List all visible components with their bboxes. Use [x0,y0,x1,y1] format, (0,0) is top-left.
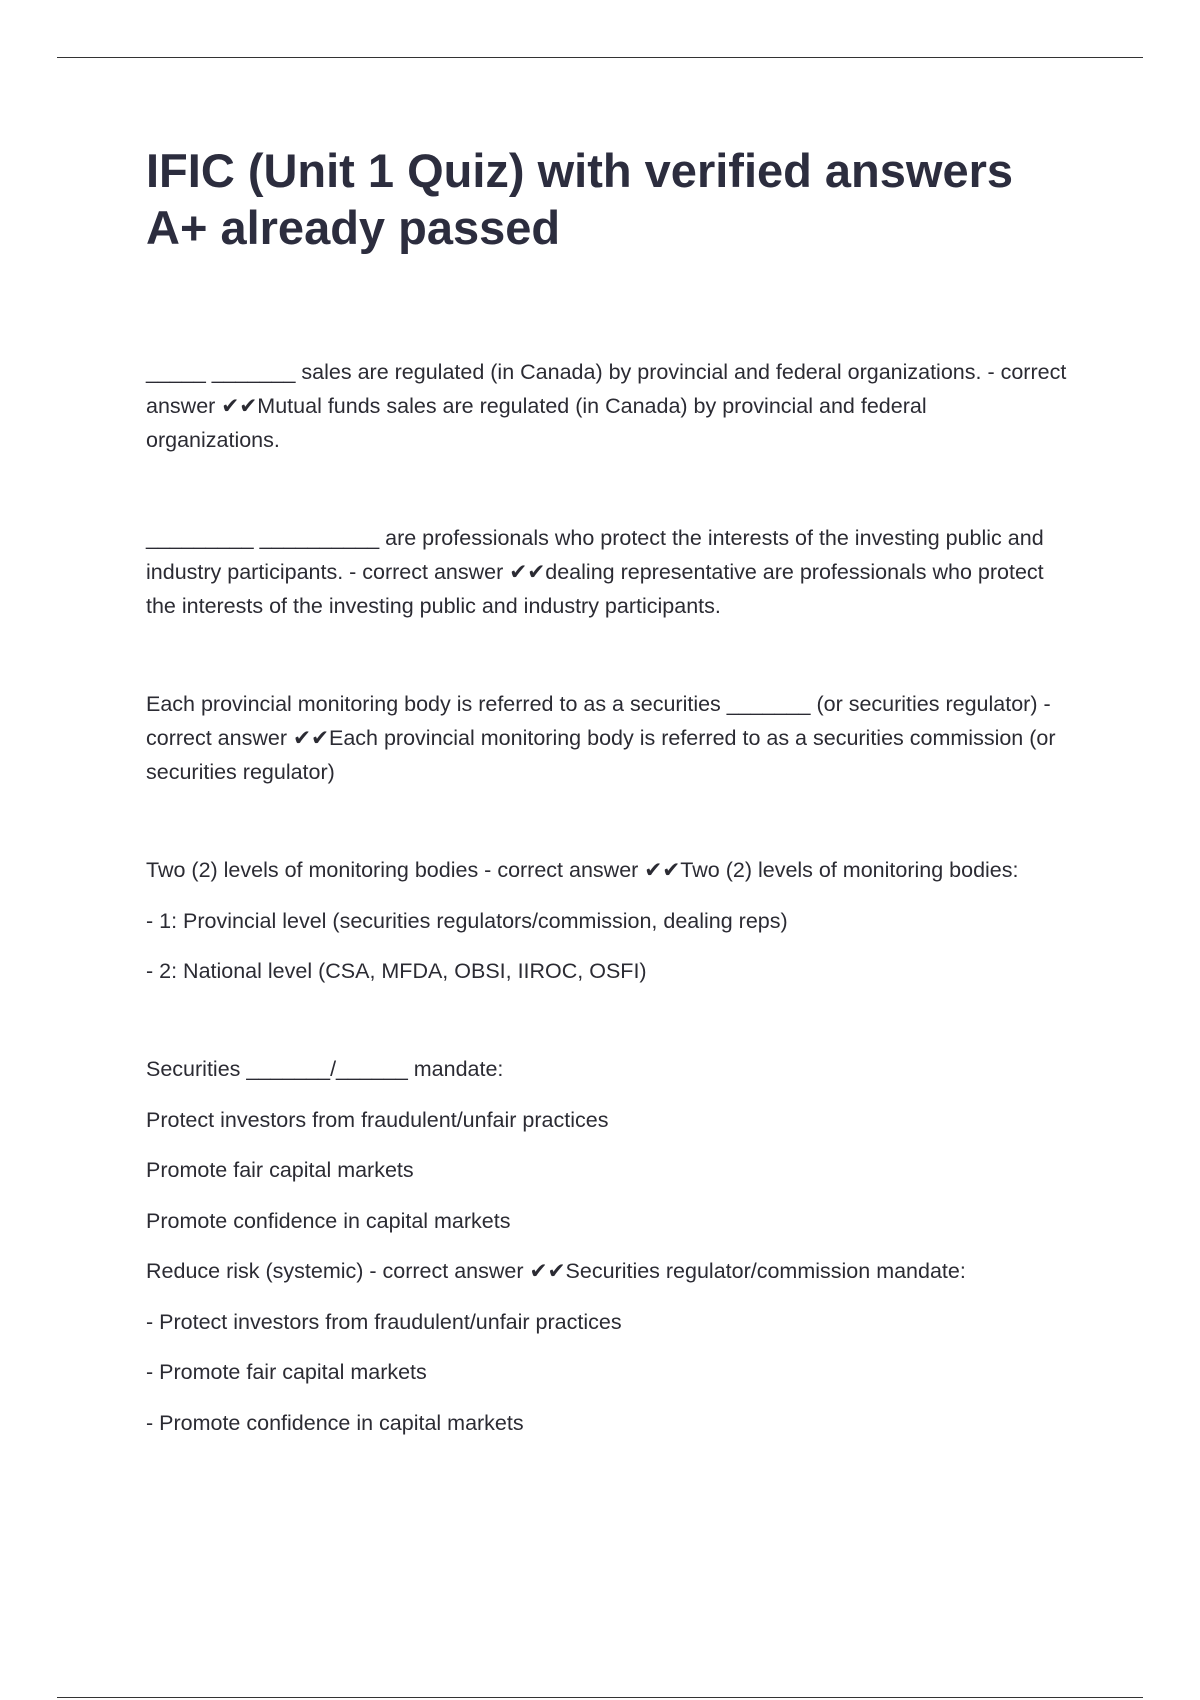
list-item: - Protect investors from fraudulent/unfair practices [146,1309,622,1334]
list-item: Promote fair capital markets [146,1158,414,1182]
text-line: _________ __________ are professionals who protect the interests of the investing public and [146,526,1044,550]
list-item: - 2: National level (CSA, MFDA, OBSI, IIROC, OSFI) [146,959,647,983]
text-line: industry participants. - correct answer ✔✔dealing representative are professionals who protect [146,560,1044,584]
text-line: securities regulator) [146,760,335,784]
document-title [146,142,1086,256]
header-rule [57,57,1143,58]
qa-entry-2 [146,521,1086,623]
text-line: Two (2) levels of monitoring bodies - correct answer ✔✔Two (2) levels of monitoring bodies: [146,858,1019,882]
title-line: IFIC (Unit 1 Quiz) with verified answers [146,144,1014,197]
text-line: Securities _______/______ mandate: [146,1057,504,1081]
text-line: answer ✔✔Mutual funds sales are regulated (in Canada) by provincial and federal [146,394,927,418]
list-item: - 1: Provincial level (securities regulators/commission, dealing reps) [146,908,788,933]
qa-entry-4 [146,853,1086,988]
list-item: - Promote confidence in capital markets [146,1410,524,1435]
list-item: Promote confidence in capital markets [146,1208,511,1233]
qa-entry-3 [146,687,1086,789]
list-item: Reduce risk (systemic) - correct answer ✔✔Securities regulator/commission mandate: [146,1259,966,1283]
text-line: organizations. [146,428,280,452]
text-line: correct answer ✔✔Each provincial monitoring body is referred to as a securities commission (or [146,726,1056,750]
qa-entry-1 [146,355,1086,457]
document-body [146,355,1086,1440]
title-line: A+ already passed [146,201,561,254]
text-line: the interests of the investing public and industry participants. [146,594,721,618]
list-item: - Promote fair capital markets [146,1360,427,1384]
list-item: Protect investors from fraudulent/unfair practices [146,1107,609,1132]
footer-rule [57,1697,1143,1698]
text-line: _____ _______ sales are regulated (in Canada) by provincial and federal organizations. - correct [146,360,1067,384]
qa-entry-5 [146,1052,1086,1440]
text-line: Each provincial monitoring body is referred to as a securities _______ (or securities regulator) - [146,692,1051,716]
